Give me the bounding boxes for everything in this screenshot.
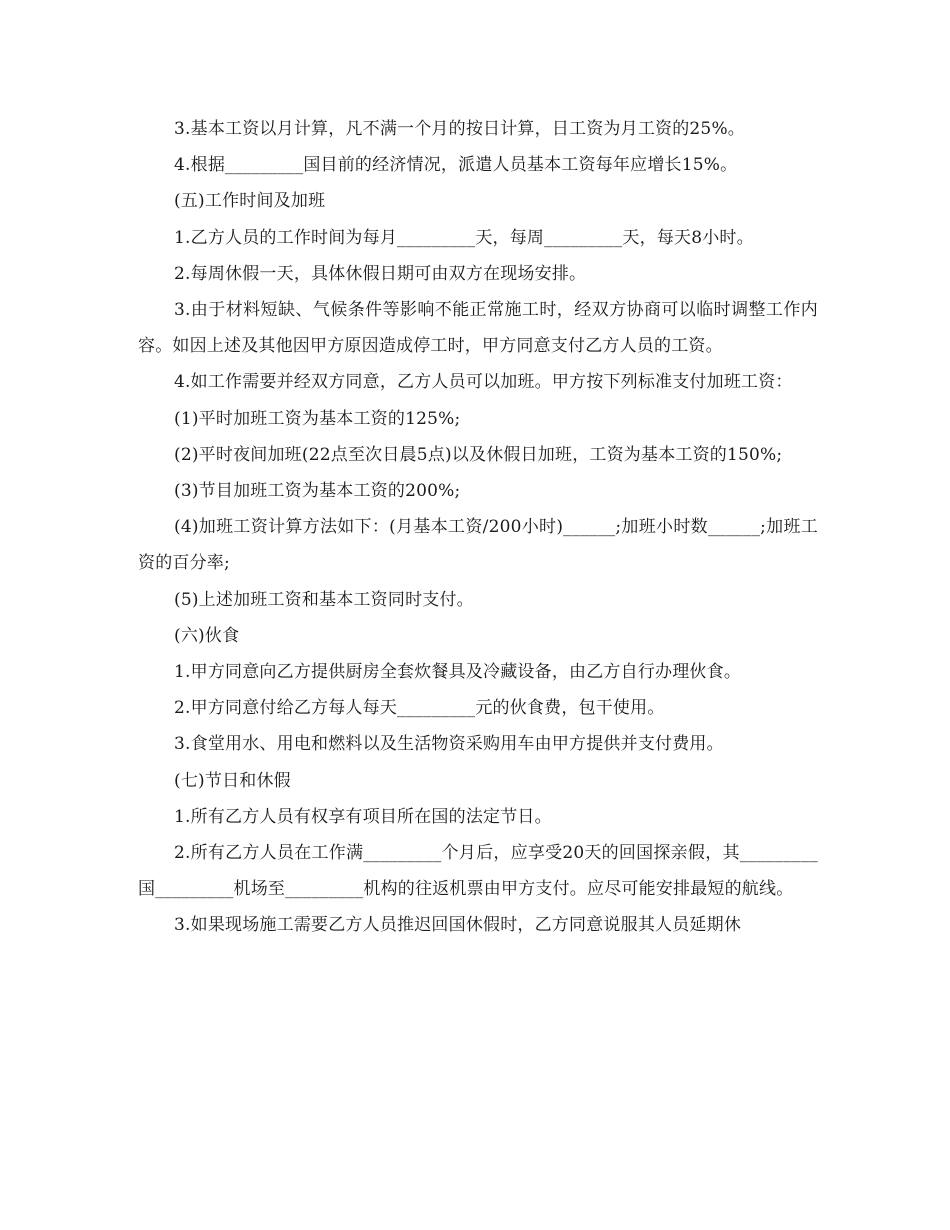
paragraph-home-leave: 2.所有乙方人员在工作满_________个月后，应享受20天的回国探亲假，其_________国_________机场至_________机构的往返机票由甲方支付。应尽可能安排最短的航线。	[138, 843, 818, 900]
paragraph-legal-holidays: 1.所有乙方人员有权享有项目所在国的法定节日。	[174, 806, 552, 827]
section-heading-holidays: (七)节日和休假	[174, 770, 291, 791]
paragraph-kitchen: 1.甲方同意向乙方提供厨房全套炊餐具及冷藏设备，由乙方自行办理伙食。	[174, 662, 742, 683]
paragraph-leave-postpone: 3.如果现场施工需要乙方人员推迟回国休假时，乙方同意说服其人员延期休	[174, 915, 742, 936]
paragraph-salary-increase: 4.根据_________国目前的经济情况，派遣人员基本工资每年应增长15%。	[174, 155, 738, 176]
paragraph-overtime-item-3: (3)节目加班工资为基本工资的200%;	[174, 481, 461, 502]
paragraph-overtime-item-1: (1)平时加班工资为基本工资的125%;	[174, 408, 461, 429]
section-heading-meals: (六)伙食	[174, 625, 240, 646]
paragraph-overtime: 4.如工作需要并经双方同意，乙方人员可以加班。甲方按下列标准支付加班工资：	[174, 372, 793, 393]
paragraph-canteen-costs: 3.食堂用水、用电和燃料以及生活物资采购用车由甲方提供并支付费用。	[174, 734, 724, 755]
paragraph-base-salary-calc: 3.基本工资以月计算，凡不满一个月的按日计算，日工资为月工资的25%。	[174, 119, 746, 139]
paragraph-overtime-item-4: (4)加班工资计算方法如下：(月基本工资/200小时)______;加班小时数______;加班工资的百分率;	[138, 517, 818, 574]
paragraph-overtime-item-2: (2)平时夜间加班(22点至次日晨5点)以及休假日加班，工资为基本工资的150%;	[174, 444, 783, 465]
paragraph-meal-allowance: 2.甲方同意付给乙方每人每天_________元的伙食费，包干使用。	[174, 698, 665, 719]
document-body	[138, 111, 818, 944]
paragraph-overtime-item-5: (5)上述加班工资和基本工资同时支付。	[174, 589, 474, 610]
paragraph-work-adjustment: 3.由于材料短缺、气候条件等影响不能正常施工时，经双方协商可以临时调整工作内容。如因上述及其他因甲方原因造成停工时，甲方同意支付乙方人员的工资。	[138, 300, 818, 357]
paragraph-weekly-rest: 2.每周休假一天，具体休假日期可由双方在现场安排。	[174, 263, 587, 284]
section-heading-work-hours: (五)工作时间及加班	[174, 191, 326, 212]
paragraph-work-time: 1.乙方人员的工作时间为每月_________天，每周_________天，每天8小时。	[174, 227, 754, 248]
